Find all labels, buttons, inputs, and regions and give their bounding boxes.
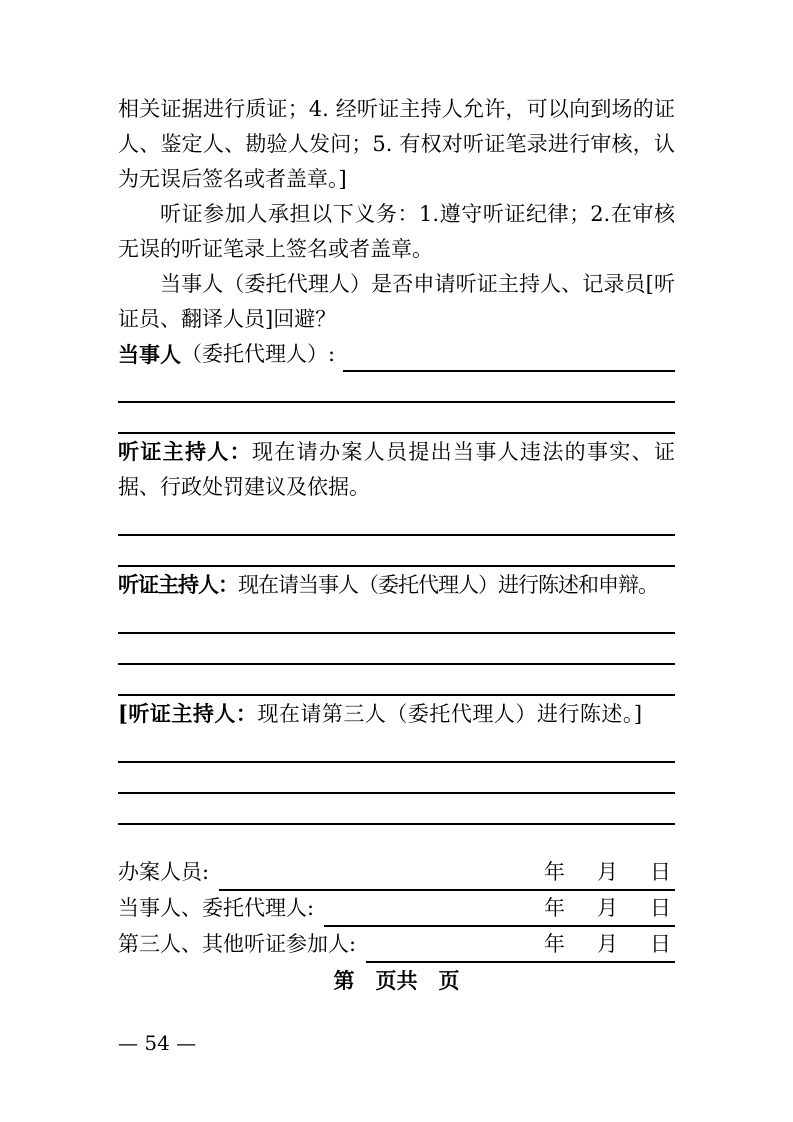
blank-writing-line	[118, 505, 675, 536]
presider-label-bracketed: [听证主持人：	[118, 701, 258, 726]
year-label: 年	[544, 896, 565, 920]
signature-block	[118, 855, 675, 963]
day-label: 日	[650, 932, 671, 956]
signature-blank-field	[366, 927, 675, 963]
signature-label: 当事人、委托代理人:	[118, 896, 315, 920]
presider-label: 听证主持人：	[118, 439, 252, 464]
signature-label: 第三人、其他听证参加人:	[118, 932, 357, 956]
party-field-row	[118, 337, 675, 372]
paragraph-obligations: 听证参加人承担以下义务：1.遵守听证纪律；2.在审核无误的听证笔录上签名或者盖章。	[118, 202, 675, 261]
party-field-label-bold: 当事人	[118, 342, 181, 367]
paragraph-recusal-question: 当事人（委托代理人）是否申请听证主持人、记录员[听证员、翻译人员]回避？	[118, 272, 675, 331]
signature-row-third-party-participants	[118, 927, 675, 963]
presider-statement-2	[118, 567, 675, 603]
signature-row-case-handlers	[118, 855, 675, 891]
year-label: 年	[544, 932, 565, 956]
month-label: 月	[597, 932, 618, 956]
blank-writing-line	[118, 372, 675, 403]
party-field-label-rest: （委托代理人）:	[181, 342, 336, 366]
blank-writing-line	[118, 794, 675, 825]
party-blank-field	[343, 337, 675, 372]
signature-blank-field	[324, 891, 675, 927]
blank-writing-line	[118, 403, 675, 434]
blank-writing-line	[118, 665, 675, 696]
signature-label: 办案人员:	[118, 860, 210, 884]
presider-statement-3-bracketed	[118, 696, 675, 732]
blank-writing-line	[118, 536, 675, 567]
blank-writing-line	[118, 763, 675, 794]
blank-writing-line	[118, 603, 675, 634]
blank-writing-line	[118, 732, 675, 763]
year-label: 年	[544, 860, 565, 884]
presider-statement-2-text: 现在请当事人（委托代理人）进行陈述和申辩。	[238, 573, 658, 597]
signature-blank-field	[219, 855, 675, 891]
blank-writing-line	[118, 634, 675, 665]
signature-row-party-agent	[118, 891, 675, 927]
presider-statement-3-text: 现在请第三人（委托代理人）进行陈述。]	[257, 702, 643, 726]
presider-statement-1-text: 现在请办案人员提出当事人违法的事实、证据、行政处罚建议及依据。	[118, 440, 675, 499]
presider-statement-1	[118, 434, 675, 505]
month-label: 月	[597, 896, 618, 920]
month-label: 月	[597, 860, 618, 884]
day-label: 日	[650, 896, 671, 920]
presider-label: 听证主持人：	[118, 572, 238, 597]
page-number: — 54 —	[118, 1031, 197, 1055]
day-label: 日	[650, 860, 671, 884]
page-count-label: 第 页共 页	[333, 968, 460, 993]
paragraph-rights-continuation: 相关证据进行质证；4. 经听证主持人允许，可以向到场的证人、鉴定人、勘验人发问；5. 有权对听证笔录进行审核，认为无误后签名或者盖章。]	[118, 97, 675, 191]
